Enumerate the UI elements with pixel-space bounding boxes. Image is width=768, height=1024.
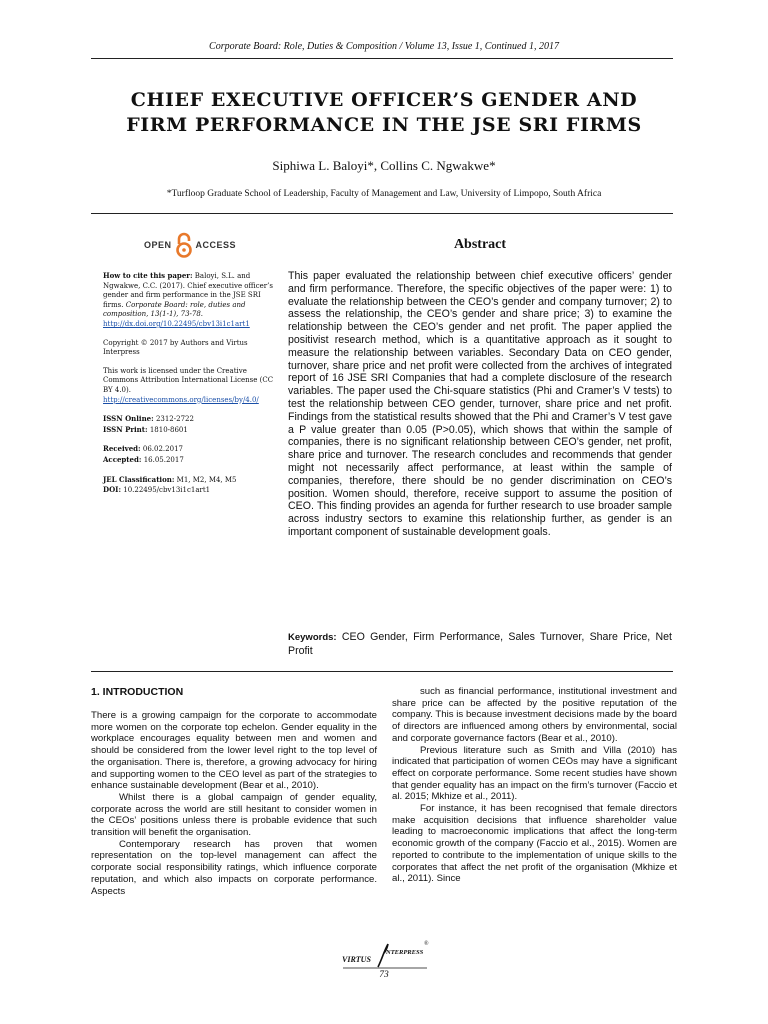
article-info-sidebar	[103, 271, 275, 496]
paragraph: There is a growing campaign for the corporate to accommodate more women on the corporate top echelon. Gender equality in the workplace encourages equality between men and women and should be considered from the lower level right to the top level of the organisation. There is, therefore, a growing advocacy for hiring and supporting women to the CEO level as part of the strategies to enhance sustainable development (Bear et al., 2010).	[91, 710, 377, 792]
cite-doi-link[interactable]: http://dx.doi.org/10.22495/cbv13i1c1art1	[103, 319, 250, 328]
received	[103, 444, 275, 455]
logo-right-text: NTERPRESS	[386, 949, 424, 956]
doi-value: 10.22495/cbv13i1c1art1	[123, 486, 211, 495]
paragraph: such as financial performance, institutional investment and share price can be affected by the positive reputation of the company. This is because investment decisions made by the board of directors are influenced among others by environmental, social and corporate governance factors (Bear et al., 2010).	[392, 686, 677, 744]
keywords-value: CEO Gender, Firm Performance, Sales Turnover, Share Price, Net Profit	[288, 631, 672, 657]
issn-print	[103, 425, 275, 436]
paragraph: Previous literature such as Smith and Villa (2010) has indicated that participation of women CEOs may have a significant effect on corporate performance. Some recent studies have shown that gender equality has an impact on the firm’s turnover (Faccio et al. 2015; Mkhize et al., 2011).	[392, 744, 677, 803]
page-number: 73	[379, 970, 389, 980]
received-label: Received:	[103, 444, 141, 454]
body-column-left	[91, 710, 377, 897]
received-value: 06.02.2017	[142, 445, 183, 454]
keywords-label: Keywords:	[288, 632, 337, 643]
abstract-heading: Abstract	[453, 237, 507, 252]
accepted	[103, 455, 275, 466]
virtus-interpress-logo	[340, 941, 430, 971]
keywords	[288, 631, 672, 658]
logo-left-text: VIRTUS	[342, 955, 371, 964]
open-access-right: ACCESS	[195, 240, 237, 250]
issn-online	[103, 414, 275, 425]
paragraph: For instance, it has been recognised that female directors make acquisition decisions that influence shareholder value leading to macroeconomic implications that affect the long-term economic growth of the company (Faccio et al., 2015). Women are reported to contribute to the implementation of unique skills to the corporates that affect the net profit of the organisation (Mkhize et al., 2011). Since	[392, 803, 677, 885]
issn-print-value: 1810-8601	[149, 425, 188, 434]
body-column-right	[392, 686, 677, 885]
abstract-rule	[91, 671, 673, 672]
abstract-text: This paper evaluated the relationship between chief executive officers’ gender and firm performance. Therefore, the specific objectives of the paper were: 1) to evaluate the relationship between the CEO’s gender and company turnover; 2) to assess the relationship, the CEO’s gender and share price; 3) to examine the relationship between the CEO’s gender and net profit. The paper applied the positivist research method, which is a quantitative approach as it sought to measure the relationship between variables. Secondary Data on CEO gender, turnover, share price and net profit were collected from the archives of integrated report of 16 JSE SRI Companies that had a complete disclosure of the research variables. The paper used the Chi-square statistics (Phi and Cramer’s V tests) to test the relationship between CEO gender, turnover, share price and net profit. Findings from the statistical results showed that the Phi and Cramer’s V test gave a P value greater than 0.05 (P>0.05), which shows that within the sample of companies, there is no significant relationship between CEO’s gender, net profit, share price and turnover. The research concludes and recommends that gender might not necessarily affect performance, at least within the sample of companies, therefore, there should be no gender discrimination on CEO’s position. Women should, therefore, receive support to assume the position of CEO. This finding provides an agenda for further research to use broader sample across industry sectors to examine this relationship further, as gender is an important component of sustainable development goals.	[288, 270, 672, 538]
jel-value: M1, M2, M4, M5	[176, 475, 237, 484]
issn-online-value: 2312-2722	[155, 415, 194, 424]
license-link[interactable]: http://creativecommons.org/licenses/by/4.0/	[103, 395, 259, 404]
copyright: Copyright © 2017 by Authors and Virtus Interpress	[103, 338, 248, 357]
paragraph: Contemporary research has proven that women representation on the top-level management can affect the corporate social responsibility ratings, which influence corporate reputation, and which also impacts on corporate performance. Aspects	[91, 838, 377, 897]
cite-label: How to cite this paper:	[103, 271, 193, 280]
open-lock-icon	[175, 232, 193, 258]
doi	[103, 485, 275, 496]
issn-online-label: ISSN Online:	[103, 414, 154, 424]
title-rule	[91, 213, 673, 214]
authors: Siphiwa L. Baloyi*, Collins C. Ngwakwe*	[272, 158, 496, 173]
title-line-1: CHIEF EXECUTIVE OFFICER’S GENDER AND	[130, 89, 638, 111]
accepted-value: 16.05.2017	[143, 455, 184, 464]
header-rule	[91, 58, 673, 59]
title-line-2: FIRM PERFORMANCE IN THE JSE SRI FIRMS	[126, 114, 642, 136]
affiliation: *Turfloop Graduate School of Leadership, Faculty of Management and Law, University of Limpopo, South Africa	[166, 189, 602, 199]
cite-text: Baloyi, S.L. and Ngwakwe, C.C. (2017). Chief executive officer’s gender and firm performance in the JSE SRI firms.	[103, 272, 273, 309]
paper-title	[80, 88, 688, 138]
license-text: This work is licensed under the Creative Commons Attribution International License (CC BY 4.0).	[103, 366, 274, 394]
running-head: Corporate Board: Role, Duties & Composition / Volume 13, Issue 1, Continued 1, 2017	[209, 41, 559, 52]
open-access-logo	[144, 231, 236, 259]
section-heading: 1. INTRODUCTION	[91, 686, 184, 698]
open-access-left: OPEN	[144, 240, 172, 250]
citation	[103, 271, 275, 330]
accepted-label: Accepted:	[103, 454, 142, 464]
paragraph: Whilst there is a global campaign of gender equality, corporate across the world are still hesitant to consider women in the CEOs’ positions unless there is probable evidence that such transition will benefit the organisation.	[91, 791, 377, 839]
jel	[103, 475, 275, 486]
cite-journal: Corporate Board: role, duties and composition, 13(1-1), 73-78.	[103, 300, 246, 319]
license	[103, 367, 275, 405]
registered-mark: ®	[424, 941, 429, 947]
doi-label: DOI:	[103, 485, 122, 495]
issn-print-label: ISSN Print:	[103, 424, 148, 434]
jel-label: JEL Classification:	[103, 474, 175, 484]
